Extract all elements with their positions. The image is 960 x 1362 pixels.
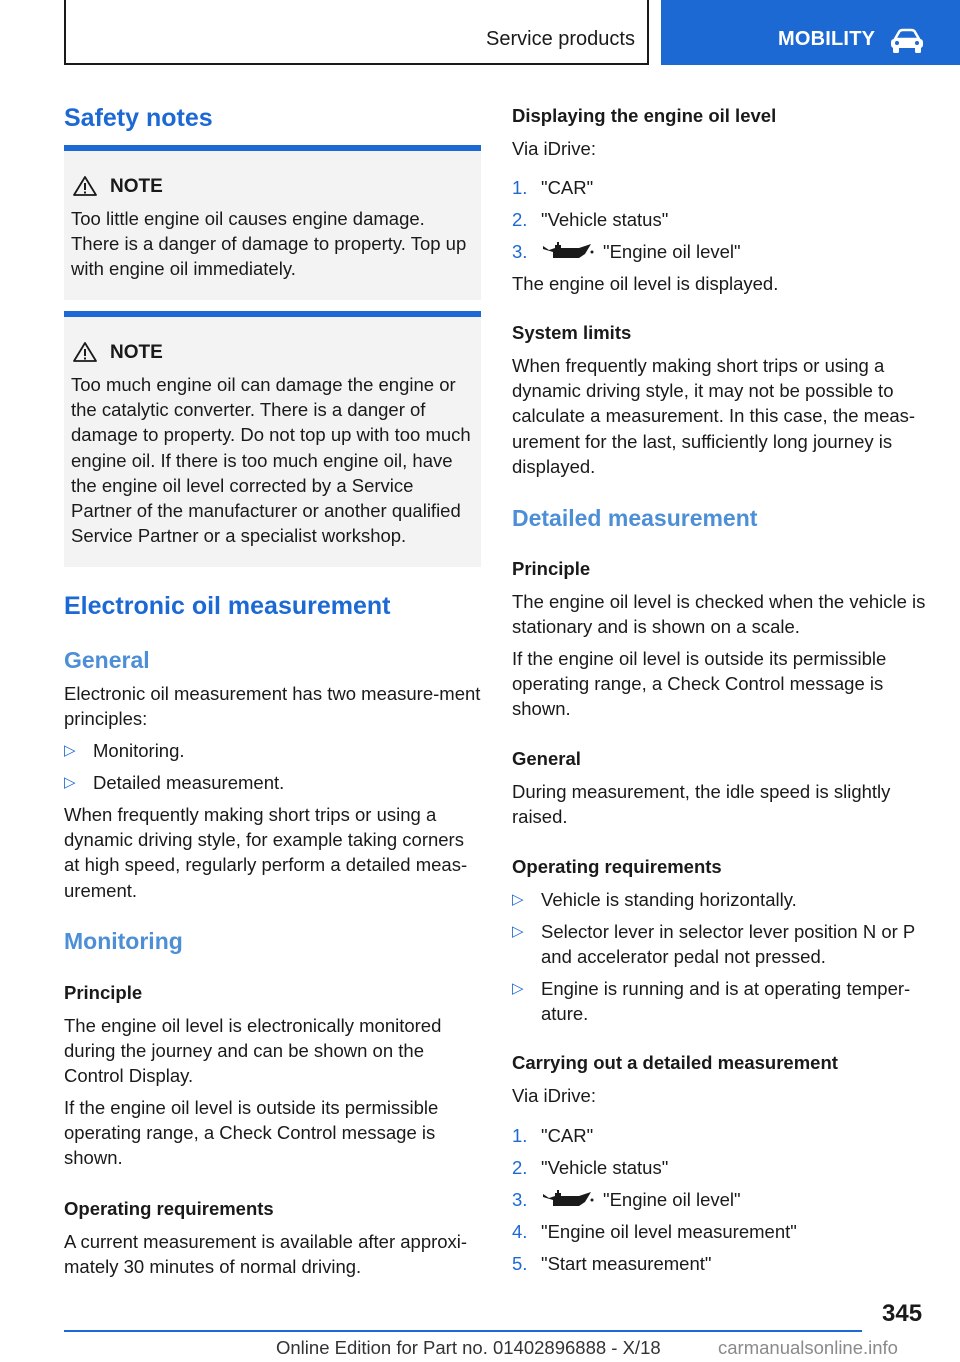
oil-can-icon bbox=[541, 1188, 595, 1210]
principle-text-2: If the engine oil level is outside its permissible operating range, a Check Control message is shown. bbox=[64, 1097, 439, 1169]
triangle-bullet-icon: ▷ bbox=[64, 742, 76, 759]
display-oil-level-heading: Displaying the engine oil level bbox=[512, 105, 777, 126]
system-limits-heading: System limits bbox=[512, 322, 632, 343]
system-limits-text: When frequently making short trips or using a dynamic driving style, it may not be possible to calculate a measurement. In this case, the meas‐urement for the last, sufficiently long journey is displayed. bbox=[512, 355, 916, 477]
oil-can-icon bbox=[541, 240, 595, 262]
warning-triangle-icon bbox=[72, 175, 98, 197]
note-label: NOTE bbox=[110, 176, 163, 197]
principle-text: The engine oil level is electronically monitored during the journey and can be shown on the Control Display. bbox=[64, 1015, 442, 1087]
car-icon bbox=[889, 28, 925, 54]
safety-notes-title: Safety notes bbox=[64, 104, 213, 132]
footer-watermark: carmanualsonline.info bbox=[718, 1337, 898, 1358]
page-number: 345 bbox=[882, 1300, 923, 1327]
header-chapter-tab bbox=[661, 0, 960, 65]
general-text: During measurement, the idle speed is slightly raised. bbox=[512, 781, 891, 828]
via-idrive-text: Via iDrive: bbox=[512, 1085, 596, 1106]
principle-heading: Principle bbox=[512, 558, 591, 579]
triangle-bullet-icon: ▷ bbox=[512, 891, 524, 908]
operating-requirements-heading: Operating requirements bbox=[64, 1198, 274, 1219]
principle-heading: Principle bbox=[64, 982, 143, 1003]
note-text: Too little engine oil causes engine damage. There is a danger of damage to property. Top up with engine oil immediately. bbox=[71, 208, 467, 280]
note-box-1 bbox=[64, 145, 481, 300]
note-box-2 bbox=[64, 311, 481, 567]
general-heading: General bbox=[512, 748, 581, 769]
header-section-box bbox=[64, 0, 649, 65]
monitoring-heading: Monitoring bbox=[64, 928, 183, 954]
triangle-bullet-icon: ▷ bbox=[64, 774, 76, 791]
general-text-2: When frequently making short trips or using a dynamic driving style, for example taking corners at high speed, regularly perform a detailed meas‐urement. bbox=[64, 804, 468, 901]
operating-requirements-text: A current measurement is available after approxi‐mately 30 minutes of normal driving. bbox=[64, 1231, 468, 1278]
electronic-oil-measurement-title: Electronic oil measurement bbox=[64, 592, 391, 620]
principle-text-2: If the engine oil level is outside its permissible operating range, a Check Control message is shown. bbox=[512, 648, 887, 720]
warning-triangle-icon bbox=[72, 341, 98, 363]
triangle-bullet-icon: ▷ bbox=[512, 923, 524, 940]
note-text: Too much engine oil can damage the engine or the catalytic converter. There is a danger of damage to property. Do not top up with too much engine oil. If there is too much engine oil, have the engine oil level corrected by a Service Partner of the manufacturer or another qualified Service Partner or a specialist workshop. bbox=[71, 374, 471, 547]
footer-divider bbox=[64, 1330, 862, 1332]
detailed-measurement-heading: Detailed measurement bbox=[512, 505, 758, 531]
general-text: Electronic oil measurement has two measure‐ment principles: bbox=[64, 683, 481, 730]
header-section-title: Service products bbox=[486, 28, 635, 50]
displayed-text: The engine oil level is displayed. bbox=[512, 273, 779, 294]
footer-edition: Online Edition for Part no. 01402896888 - X/18 bbox=[276, 1337, 661, 1358]
carrying-out-heading: Carrying out a detailed measurement bbox=[512, 1052, 838, 1073]
via-idrive-text: Via iDrive: bbox=[512, 138, 596, 159]
header-chapter-title: MOBILITY bbox=[778, 28, 876, 50]
triangle-bullet-icon: ▷ bbox=[512, 980, 524, 997]
general-heading: General bbox=[64, 647, 150, 673]
note-label: NOTE bbox=[110, 342, 163, 363]
principle-text: The engine oil level is checked when the vehicle is stationary and is shown on a scale. bbox=[512, 591, 926, 638]
operating-requirements-heading: Operating requirements bbox=[512, 856, 722, 877]
